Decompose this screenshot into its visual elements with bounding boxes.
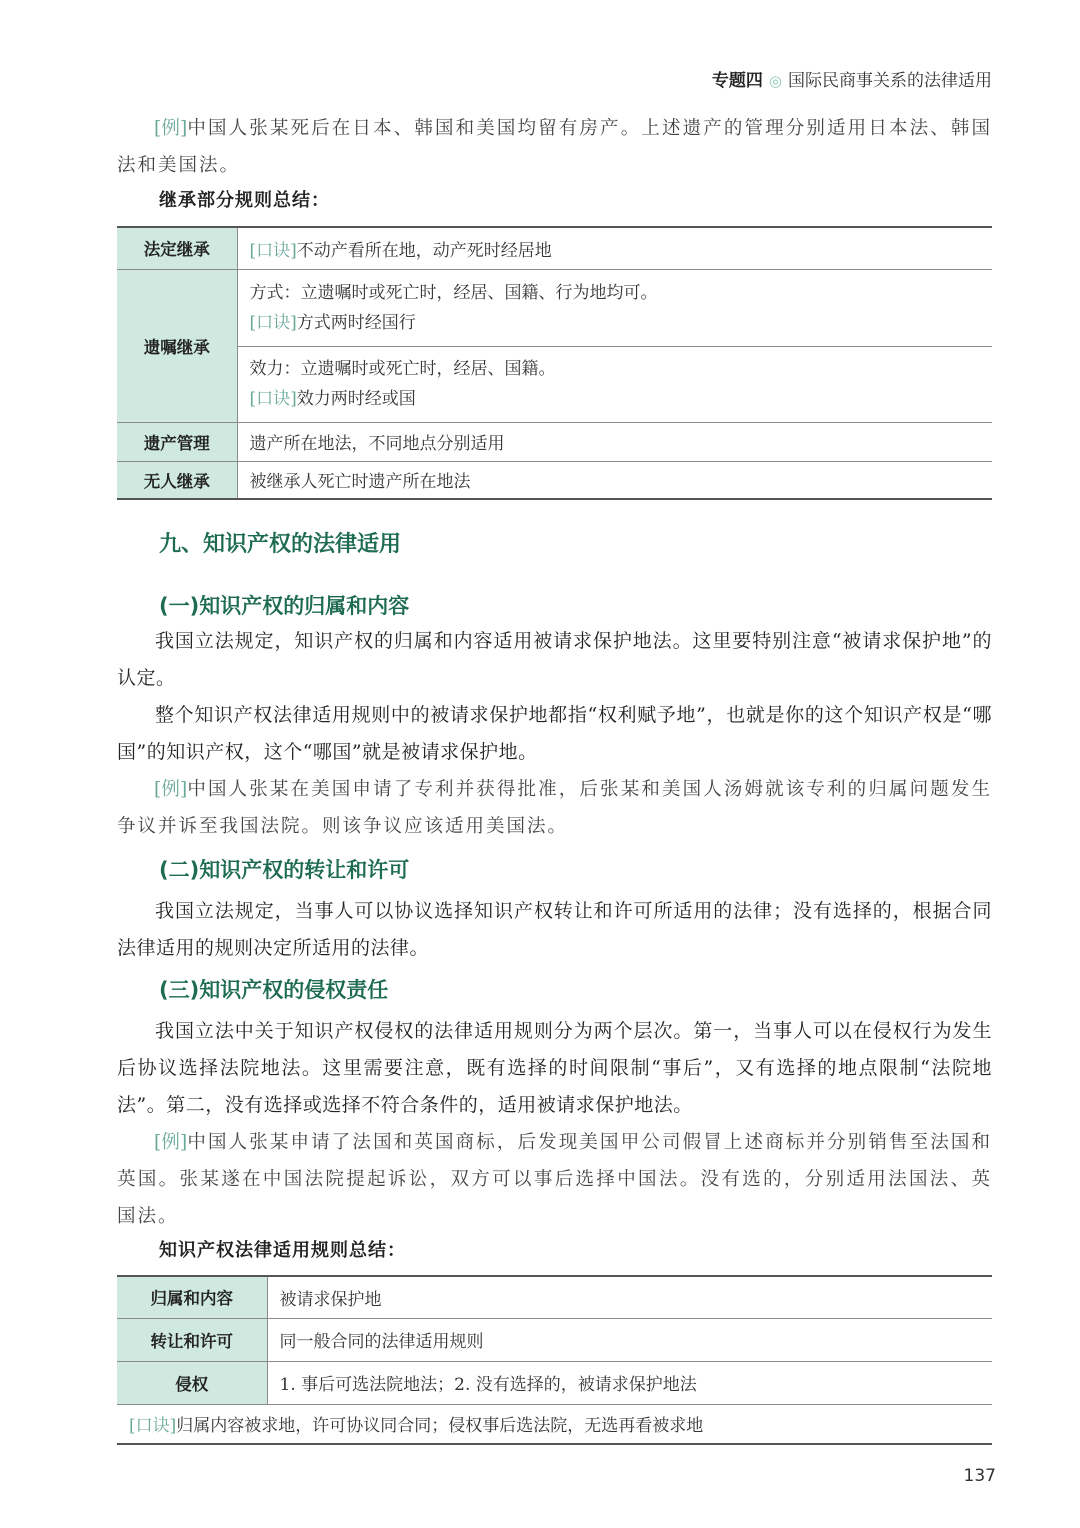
- row-label: 遗嘱继承: [117, 269, 237, 422]
- table-row: [117, 346, 992, 422]
- example: [117, 1124, 992, 1235]
- row-label: 转让和许可: [117, 1318, 267, 1361]
- row-value: [237, 227, 992, 269]
- running-header: [712, 66, 992, 91]
- example-tag: [例]: [154, 1132, 188, 1153]
- row-label: 遗产管理: [117, 422, 237, 461]
- subsection-1: [117, 590, 992, 845]
- table-row: [117, 227, 992, 269]
- header-chapter: 国际民商事关系的法律适用: [788, 71, 992, 91]
- koujue-tag: [口诀]: [249, 312, 297, 333]
- row-label: 侵权: [117, 1361, 267, 1404]
- row-value: 被请求保护地: [267, 1276, 992, 1318]
- row-value: 被继承人死亡时遗产所在地法: [237, 461, 992, 499]
- example: [117, 771, 992, 845]
- row-label: 无人继承: [117, 461, 237, 499]
- row-value: 1. 事后可选法院地法；2. 没有选择的，被请求保护地法: [267, 1361, 992, 1404]
- row-value: [237, 346, 992, 422]
- subsection-title: (三)知识产权的侵权责任: [159, 978, 389, 1002]
- method-koujue: [250, 308, 992, 338]
- row-label: 法定继承: [117, 227, 237, 269]
- example-text: 中国人张某死后在日本、韩国和美国均留有房产。上述遗产的管理分别适用日本法、韩国法和美国法。: [117, 118, 992, 176]
- example-tag: [例]: [154, 118, 188, 139]
- header-separator-icon: ◎: [768, 72, 782, 90]
- koujue-text: 归属内容被求地，许可协议同合同；侵权事后选法院，无选再看被求地: [176, 1416, 704, 1437]
- koujue-tag: [口诀]: [249, 240, 297, 261]
- inheritance-table: [117, 226, 992, 500]
- effect-text: 效力：立遗嘱时或死亡时，经居、国籍。: [249, 359, 556, 379]
- summary-title: 知识产权法律适用规则总结：: [159, 1240, 406, 1261]
- table-row: [117, 1404, 992, 1444]
- table-row: [117, 1318, 992, 1361]
- table-row: [117, 269, 992, 346]
- section-9: [117, 528, 992, 562]
- paragraph: 整个知识产权法律适用规则中的被请求保护地都指“权利赋予地”，也就是你的这个知识产权是“哪国”的知识产权，这个“哪国”就是被请求保护地。: [117, 704, 992, 763]
- paragraph: 我国立法规定，知识产权的归属和内容适用被请求保护地法。这里要特别注意“被请求保护地”的认定。: [117, 630, 992, 689]
- table-row: [117, 461, 992, 499]
- row-label: 归属和内容: [117, 1276, 267, 1318]
- table-row: [117, 422, 992, 461]
- row-value: [237, 269, 992, 346]
- ip-koujue: [117, 1404, 992, 1444]
- summary-title: 继承部分规则总结：: [159, 190, 330, 211]
- table-row: [117, 1361, 992, 1404]
- koujue-text: 效力两时经或国: [296, 389, 416, 409]
- example-tag: [例]: [154, 779, 188, 800]
- subsection-3: [117, 973, 992, 1235]
- section-title: 九、知识产权的法律适用: [159, 532, 402, 557]
- koujue-tag: [口诀]: [249, 389, 297, 409]
- inheritance-summary: [117, 186, 992, 500]
- example-text: 中国人张某在美国申请了专利并获得批准，后张某和美国人汤姆就该专利的归属问题发生争议并诉至我国法院。则该争议应该适用美国法。: [117, 779, 992, 837]
- row-value: 遗产所在地法，不同地点分别适用: [237, 422, 992, 461]
- ip-summary: [117, 1236, 992, 1445]
- example-text: 中国人张某申请了法国和英国商标，后发现美国甲公司假冒上述商标并分别销售至法国和英国。张某遂在中国法院提起诉讼，双方可以事后选择中国法。没有选的，分别适用法国法、英国法。: [117, 1132, 992, 1227]
- header-topic: 专题四: [711, 71, 763, 91]
- method-text: 方式：立遗嘱时或死亡时，经居、国籍、行为地均可。: [249, 282, 658, 303]
- subsection-title: (一)知识产权的归属和内容: [159, 594, 410, 618]
- row-value: 同一般合同的法律适用规则: [267, 1318, 992, 1361]
- example-1: [117, 110, 992, 184]
- ip-table: [117, 1275, 992, 1445]
- paragraph: 我国立法中关于知识产权侵权的法律适用规则分为两个层次。第一，当事人可以在侵权行为发生后协议选择法院地法。这里需要注意，既有选择的时间限制“事后”，又有选择的地点限制“法院地法”。第二，没有选择或选择不符合条件的，适用被请求保护地法。: [117, 1020, 992, 1116]
- effect-koujue: [250, 384, 992, 414]
- koujue-text: 不动产看所在地，动产死时经居地: [296, 240, 552, 261]
- subsection-title: (二)知识产权的转让和许可: [159, 858, 410, 882]
- paragraph: 我国立法规定，当事人可以协议选择知识产权转让和许可所适用的法律；没有选择的，根据合同法律适用的规则决定所适用的法律。: [117, 900, 992, 959]
- koujue-text: 方式两时经国行: [296, 312, 416, 333]
- table-row: [117, 1276, 992, 1318]
- koujue-tag: [口诀]: [129, 1416, 177, 1437]
- page-number: 137: [963, 1466, 996, 1486]
- subsection-2: [117, 853, 992, 967]
